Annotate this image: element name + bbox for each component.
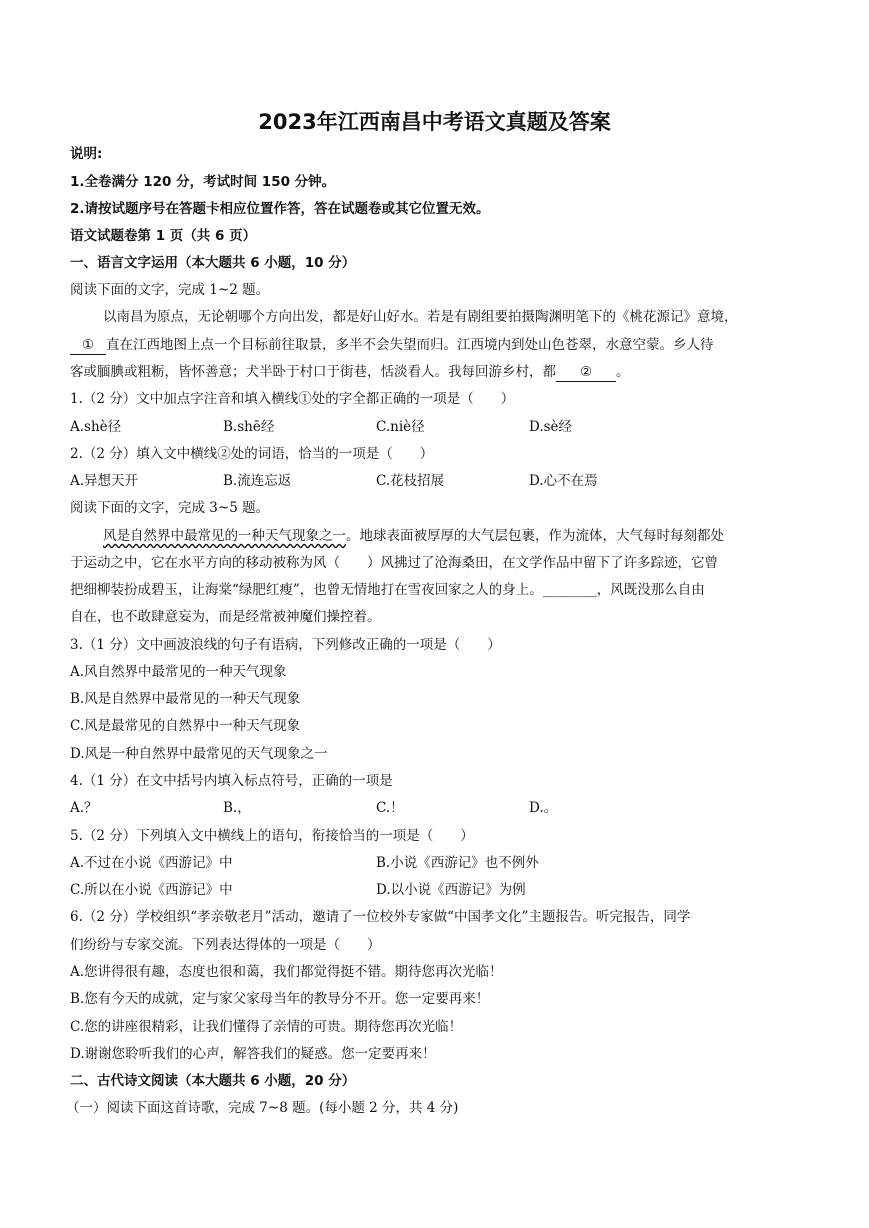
- blank-1: ①: [70, 336, 106, 355]
- q5-option-d: D.以小说《西游记》为例: [376, 882, 526, 898]
- note-2: 2.请按试题序号在答题卡相应位置作答，答在试题卷或其它位置无效。: [70, 201, 490, 217]
- passage-1-line-2-text: 直在江西地图上点一个目标前往取景，多半不会失望而归。江西境内到处山色苍翠，水意空蒙。乡人待: [106, 337, 714, 353]
- wavy-sentence: 风是自然界中最常见的一种天气现象之一: [103, 528, 346, 544]
- q2-option-c: C.花枝招展: [376, 473, 445, 489]
- q1-option-b: B.shē经: [223, 419, 275, 435]
- q1-option-a: A.shè径: [70, 419, 122, 435]
- reading-intro-2: 阅读下面的文字，完成 3~5 题。: [70, 500, 270, 516]
- question-1: 1.（2 分）文中加点字注音和填入横线①处的字全都正确的一项是（ ）: [70, 391, 515, 407]
- passage-2-line-4: 自在，也不敢肆意妄为，而是经常被神魔们操控着。: [70, 609, 381, 625]
- q2-option-b: B.流连忘返: [223, 473, 292, 489]
- q2-option-a: A.异想天开: [70, 473, 139, 489]
- question-6-line-1: 6.（2 分）学校组织“孝亲敬老月”活动，邀请了一位校外专家做“中国孝文化”主题报告。听完报告，同学: [70, 909, 691, 925]
- passage-1-line-3-end: 。: [616, 364, 630, 380]
- question-6-line-2: 们纷纷与专家交流。下列表达得体的一项是（ ）: [70, 937, 381, 953]
- q3-option-d: D.风是一种自然界中最常见的天气现象之一: [70, 746, 328, 762]
- q4-option-d: D.。: [529, 800, 558, 816]
- note-1: 1.全卷满分 120 分，考试时间 150 分钟。: [70, 174, 336, 190]
- q6-option-b: B.您有今天的成就，定与家父家母当年的教导分不开。您一定要再来！: [70, 991, 490, 1007]
- notes-heading: 说明:: [70, 146, 103, 162]
- q3-option-c: C.风是最常见的自然界中一种天气现象: [70, 718, 301, 734]
- section-2-heading: 二、古代诗文阅读（本大题共 6 小题，20 分）: [70, 1073, 356, 1089]
- q6-option-a: A.您讲得很有趣，态度也很和蔼，我们都觉得挺不错。期待您再次光临！: [70, 964, 503, 980]
- q4-option-a: A.？: [70, 800, 98, 816]
- blank-2: ②: [556, 363, 616, 382]
- passage-2-line-2: 于运动之中，它在水平方向的移动被称为风（ ）风拂过了沧海桑田，在文学作品中留下了许多踪迹，它曾: [70, 555, 718, 571]
- q1-option-c: C.niè径: [376, 419, 425, 435]
- q5-option-a: A.不过在小说《西游记》中: [70, 855, 233, 871]
- passage-1-line-3-text: 客或腼腆或粗粝，皆怀善意；犬半卧于村口于街巷，恬淡看人。我每回游乡村，都: [70, 364, 556, 380]
- q1-option-d: D.sè经: [529, 419, 573, 435]
- q5-option-b: B.小说《西游记》也不例外: [376, 855, 539, 871]
- q4-option-c: C.！: [376, 800, 404, 816]
- q3-option-b: B.风是自然界中最常见的一种天气现象: [70, 691, 301, 707]
- question-2: 2.（2 分）填入文中横线②处的词语，恰当的一项是（ ）: [70, 446, 434, 462]
- q6-option-d: D.谢谢您聆听我们的心声，解答我们的疑惑。您一定要再来！: [70, 1046, 436, 1062]
- section-1-heading: 一、语言文字运用（本大题共 6 小题，10 分）: [70, 255, 356, 271]
- passage-2-line-1: [103, 527, 724, 545]
- page-title: 2023年江西南昌中考语文真题及答案: [258, 110, 611, 134]
- section-2-intro: （一）阅读下面这首诗歌，完成 7~8 题。(每小题 2 分，共 4 分): [66, 1100, 459, 1116]
- passage-1-line-2: [70, 336, 714, 355]
- passage-2-line-3: 把细柳装扮成碧玉，让海棠“绿肥红瘦”，也曾无情地打在雪夜回家之人的身上。________，风既没那么自由: [70, 582, 705, 598]
- passage-1-line-3: [70, 363, 630, 382]
- question-4: 4.（1 分）在文中括号内填入标点符号，正确的一项是: [70, 773, 393, 789]
- passage-1-line-1: 以南昌为原点，无论朝哪个方向出发，都是好山好水。若是有剧组要拍摄陶渊明笔下的《桃花源记》意境，: [103, 309, 738, 325]
- q3-option-a: A.风自然界中最常见的一种天气现象: [70, 664, 287, 680]
- passage-2-line-1-text: 。地球表面被厚厚的大气层包裹，作为流体，大气每时每刻都处: [346, 528, 724, 544]
- question-3: 3.（1 分）文中画波浪线的句子有语病，下列修改正确的一项是（ ）: [70, 637, 501, 653]
- q2-option-d: D.心不在焉: [529, 473, 598, 489]
- q6-option-c: C.您的讲座很精彩，让我们懂得了亲情的可贵。期待您再次光临！: [70, 1019, 463, 1035]
- q4-option-b: B.，: [223, 800, 251, 816]
- question-5: 5.（2 分）下列填入文中横线上的语句，衔接恰当的一项是（ ）: [70, 828, 474, 844]
- q5-option-c: C.所以在小说《西游记》中: [70, 882, 233, 898]
- reading-intro-1: 阅读下面的文字，完成 1~2 题。: [70, 282, 270, 298]
- page-label: 语文试题卷第 1 页（共 6 页）: [70, 228, 257, 244]
